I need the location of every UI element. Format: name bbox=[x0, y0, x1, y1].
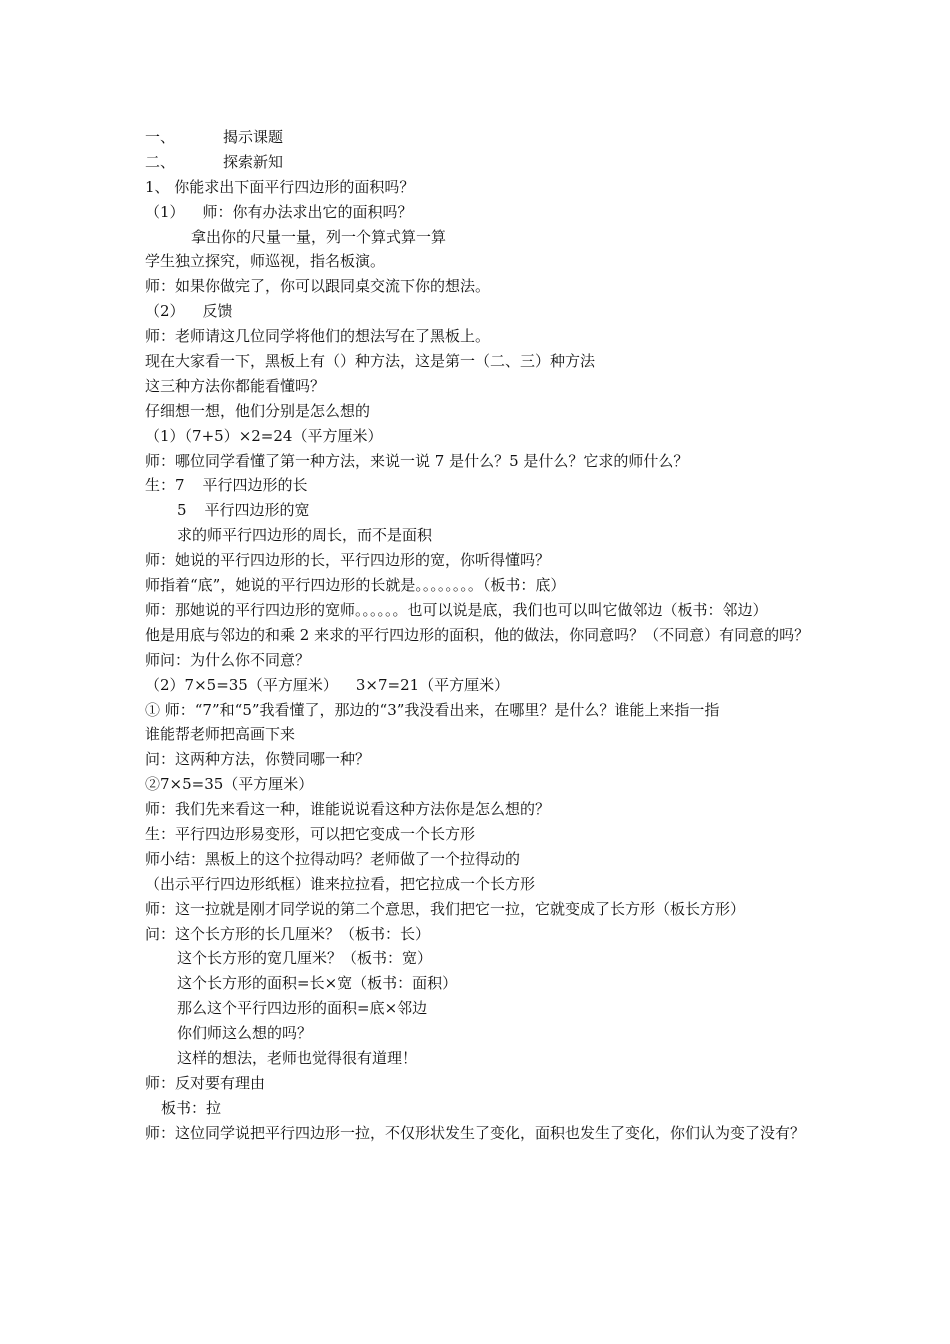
text-paragraph: 他是用底与邻边的和乘 2 来求的平行四边形的面积，他的做法，你同意吗？（不同意）有同意的吗？ bbox=[145, 625, 810, 644]
text-line: 学生独立探究，师巡视，指名板演。 bbox=[145, 252, 386, 271]
answer-line bbox=[145, 498, 810, 523]
text-line: 师指着“底”，她说的平行四边形的长就是。。。。。。。。（板书：底） bbox=[145, 576, 566, 595]
document-body bbox=[145, 125, 810, 1146]
text-line: 生：平行四边形易变形，可以把它变成一个长方形 bbox=[145, 824, 476, 843]
heading-number: 二、 bbox=[145, 152, 176, 171]
step-number: （2） bbox=[145, 302, 185, 321]
text-line: 师：如果你做完了，你可以跟同桌交流下你的想法。 bbox=[145, 277, 491, 296]
text-line: 师小结：黑板上的这个拉得动吗？老师做了一个拉得动的 bbox=[145, 849, 521, 868]
text-line: 那么这个平行四边形的面积=底×邻边 bbox=[177, 999, 428, 1018]
formula-a: （2）7×5=35（平方厘米） bbox=[145, 675, 338, 694]
text-line: 师：老师请这几位同学将他们的想法写在了黑板上。 bbox=[145, 327, 491, 346]
step-text: 师：你有办法求出它的面积吗？ bbox=[202, 202, 413, 221]
text-line: 问：这个长方形的长几厘米？（板书：长） bbox=[145, 924, 431, 943]
text-line: 师：她说的平行四边形的长，平行四边形的宽，你听得懂吗？ bbox=[145, 551, 551, 570]
text-line: 问：这两种方法，你赞同哪一种？ bbox=[145, 750, 371, 769]
text-line: 师：这一拉就是刚才同学说的第二个意思，我们把它一拉，它就变成了长方形（板长方形） bbox=[145, 899, 746, 918]
step-text: 反馈 bbox=[202, 302, 233, 321]
answer-line bbox=[145, 473, 810, 498]
heading-number: 一、 bbox=[145, 128, 176, 146]
text-line: 求的师平行四边形的周长，而不是面积 bbox=[177, 526, 433, 545]
section-heading-2 bbox=[145, 150, 810, 175]
heading-text: 探索新知 bbox=[223, 152, 284, 171]
text-line: 这个长方形的面积=长×宽（板书：面积） bbox=[177, 974, 458, 993]
formula-b: 3×7=21（平方厘米） bbox=[355, 675, 510, 694]
step-line bbox=[145, 200, 810, 225]
text-paragraph: 师：这位同学说把平行四边形一拉，不仅形状发生了变化，面积也发生了变化，你们认为变了没有？ bbox=[145, 1123, 806, 1142]
text-line: 师：哪位同学看懂了第一种方法，来说一说 7 是什么？5 是什么？它求的师什么？ bbox=[145, 451, 689, 470]
text-line: 师：那她说的平行四边形的宽师。。。。。。也可以说是底，我们也可以叫它做邻边（板书：邻边） bbox=[145, 600, 768, 619]
text-line: 师：反对要有理由 bbox=[145, 1073, 266, 1092]
text-line: 师：我们先来看这一种，谁能说说看这种方法你是怎么想的？ bbox=[145, 800, 551, 819]
text-line: 这三种方法你都能看懂吗？ bbox=[145, 376, 326, 395]
text-line: 现在大家看一下，黑板上有（）种方法，这是第一（二、三）种方法 bbox=[145, 352, 596, 371]
formula-line: （1）（7+5）×2=24（平方厘米） bbox=[145, 426, 383, 445]
text-line: 谁能帮老师把高画下来 bbox=[145, 725, 296, 744]
answer-label: 5 bbox=[177, 501, 187, 520]
text-line: 你们师这么想的吗？ bbox=[177, 1024, 313, 1043]
question-line: 1、 你能求出下面平行四边形的面积吗？ bbox=[145, 177, 415, 196]
text-paragraph: ① 师：“7”和“5”我看懂了，那边的“3”我没看出来，在哪里？是什么？谁能上来指一指 bbox=[145, 700, 720, 719]
answer-text: 平行四边形的长 bbox=[202, 476, 308, 495]
text-line: 板书：拉 bbox=[161, 1098, 222, 1117]
text-line: 师问：为什么你不同意？ bbox=[145, 650, 311, 669]
step-line bbox=[145, 299, 810, 324]
step-number: （1） bbox=[145, 202, 185, 221]
text-line: 这样的想法，老师也觉得很有道理！ bbox=[177, 1048, 418, 1067]
section-heading-1 bbox=[145, 125, 810, 150]
text-line: 拿出你的尺量一量，列一个算式算一算 bbox=[191, 227, 447, 246]
text-line: 这个长方形的宽几厘米？（板书：宽） bbox=[177, 949, 433, 968]
text-line: 仔细想一想，他们分别是怎么想的 bbox=[145, 401, 371, 420]
text-line: （出示平行四边形纸框）谁来拉拉看，把它拉成一个长方形 bbox=[145, 874, 536, 893]
formula-line bbox=[145, 673, 810, 698]
answer-label: 生：7 bbox=[145, 476, 185, 495]
answer-text: 平行四边形的宽 bbox=[204, 501, 310, 520]
heading-text: 揭示课题 bbox=[223, 128, 284, 146]
formula-line: ②7×5=35（平方厘米） bbox=[145, 775, 314, 794]
